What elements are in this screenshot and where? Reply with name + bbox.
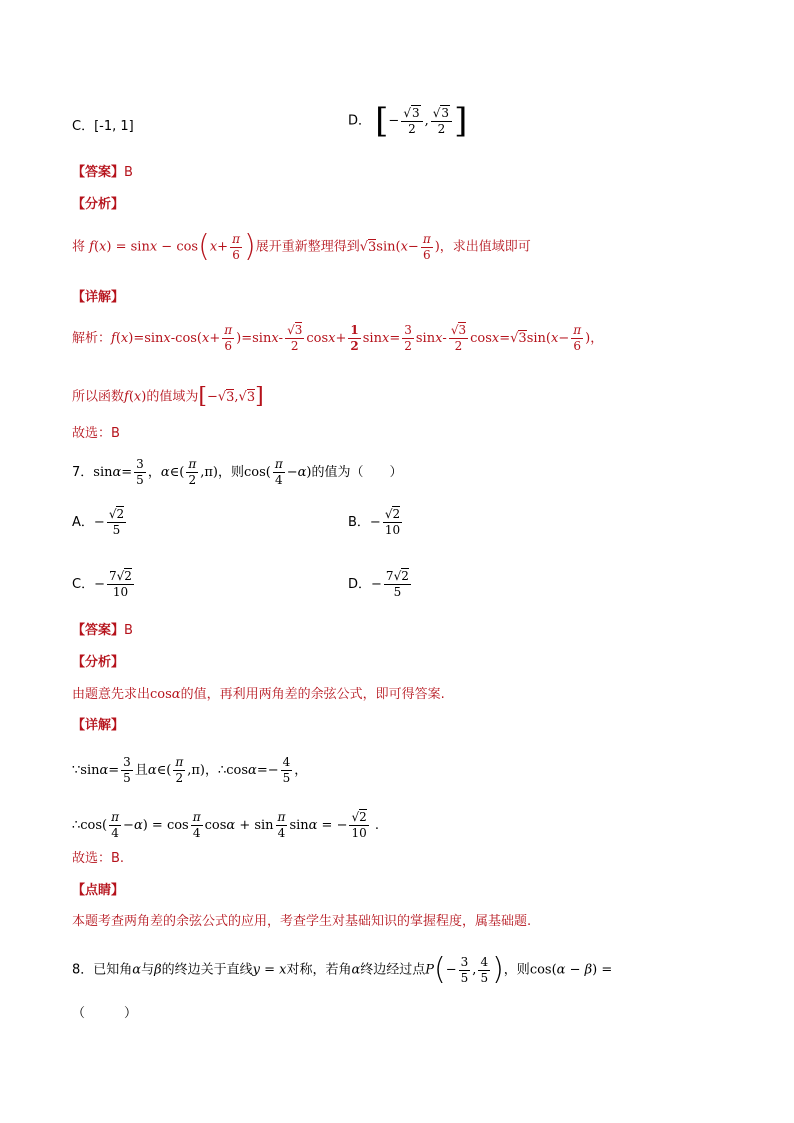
q7-detail-tag: 【详解】 (72, 718, 125, 733)
q8-stem-a: 已知角 (93, 962, 133, 978)
q6-range-pre: 所以函数 (72, 389, 125, 405)
q7-sin-num: 3 (136, 457, 144, 471)
q6-range-post: 的值域为 (146, 389, 199, 405)
q6-d-sqrt: 3 (411, 105, 420, 120)
q7-option-d-coef: 7 (385, 569, 394, 583)
q7-option-c-den: 10 (112, 585, 129, 599)
q7-option-a-den: 5 (112, 523, 121, 537)
q6-analysis-post: ，求出值域即可 (439, 239, 531, 255)
q7-choice: 故选：B. (72, 851, 125, 866)
q6-answer-tag: 【答案】 (72, 165, 125, 180)
q6-analysis-tag: 【分析】 (72, 197, 125, 212)
q8-stem-e: 终边经过点 (360, 962, 426, 978)
q7-option-c: C．− $\frac{7√2}{10}$ (72, 569, 132, 599)
q7-therefore2: ∴ (72, 818, 81, 833)
q8-px-num: 3 (460, 954, 469, 969)
q7-option-b: B．− $\frac{√2}{10}$ (348, 507, 401, 537)
q6-range-text: 所以函数f(x)的值域为[−√3,√3] (72, 384, 264, 409)
q7-option-b-label: B． (348, 515, 370, 530)
q6-option-c-value: [-1, 1] (94, 119, 134, 134)
q7-option-c-coef: 7 (108, 569, 117, 583)
q7-d-sin-den: 5 (123, 771, 131, 785)
q8-stem-d: 对称，若角 (286, 962, 352, 978)
q8-stem-c: 的终边关于直线 (161, 962, 253, 978)
q7-comment-tag: 【点睛】 (72, 883, 125, 898)
q7-option-b-den: 10 (384, 523, 401, 537)
q6-answer-value: B (124, 165, 133, 180)
q7-stem-end: 的值为（ ） (311, 465, 403, 480)
q6-analysis-pre: 将 (72, 239, 86, 255)
q7-answer-value: B (124, 623, 133, 638)
q7-number: 7． (72, 465, 94, 480)
q8-py-num: 4 (480, 954, 489, 969)
q8-stem-b: 与 (141, 962, 155, 978)
q6-option-d: D． [− $\frac{√3}{2}$ , $\frac{√3}{2}$ ] (348, 101, 468, 141)
q6-answer (72, 164, 133, 182)
q7-stem-mid: ，则 (217, 465, 244, 480)
q7-option-a: A．− $\frac{√2}{5}$ (72, 507, 125, 537)
q6-d-sqrt2: 3 (441, 105, 450, 120)
q6-d-den2: 2 (437, 121, 446, 136)
q7-detail-line1: ∵sinα= $\frac{3}{5}$ 且α∈( $\frac{\pi}{2}$ ,π)，∴cosα=− $\frac{4}{5}$ ， (72, 755, 308, 785)
q7-analysis-text: 由题意先求出cosα的值，再利用两角差的余弦公式，即可得答案. (72, 687, 445, 702)
q7-cos-den: 5 (282, 771, 291, 785)
q7-therefore: ∴ (217, 763, 227, 778)
q8-px-den: 5 (460, 970, 469, 985)
q7-option-c-label: C． (72, 577, 95, 592)
q8-stem-f: ，则 (503, 962, 530, 978)
q7-answer (72, 622, 133, 640)
q7-answer-tag: 【答案】 (72, 623, 125, 638)
q7-and: 且 (134, 763, 148, 778)
q6-option-c-label: C． (72, 119, 95, 134)
q6-d-den: 2 (408, 121, 416, 136)
q7-because: ∵ (72, 763, 81, 778)
q7-stem: 7．sinα= $\frac{3}{5}$ ，α∈( $\frac{\pi}{2}$ ,π)，则cos( $\frac{\pi}{4}$ −α)的值为（ ） (72, 457, 403, 487)
q7-option-d: D．− $\frac{7√2}{5}$ (348, 569, 409, 599)
q6-analysis-text: 将 f(x) = sinx − cos(x+ $\frac{\pi}{6}$ )展开重新整理得到√3sin(x− $\frac{\pi}{6}$ )，求出值域即可 (72, 229, 531, 264)
q7-option-d-label: D． (348, 577, 372, 592)
q7-detail-line2: ∴cos( $\frac{\pi}{4}$ −α) = cos $\frac{\pi}{4}$ cosα + sin $\frac{\pi}{4}$ sinα = − $\frac{√2}{10}$ . (72, 810, 380, 840)
q8-stem: 8．已知角α与β的终边关于直线y = x对称，若角α终边经过点P(− $\frac{3}{5}$ , $\frac{4}{5}$ )，则cos(α − β) = (72, 952, 613, 987)
q7-analysis-pre: 由题意先求出 (72, 687, 151, 702)
q7-sin-den: 5 (136, 473, 144, 487)
q6-detail-text: 解析：f(x)=sinx-cos(x+ $\frac{\pi}{6}$ )=sinx- $\frac{√3}{2}$ cosx+ $\frac{1}{2}$ sinx= $\frac{3}{2}$ sinx- $\frac{√3}{2}$ cosx=√3sin(x− $\frac{\pi}{6}$ )， (72, 323, 604, 353)
q7-analysis-post: 的值，再利用两角差的余弦公式，即可得答案. (180, 687, 445, 702)
q7-option-a-label: A． (72, 515, 94, 530)
q7-d-sin-num: 3 (123, 755, 131, 769)
q8-blank: （ ） (72, 1006, 138, 1021)
q6-detail-prefix: 解析： (72, 331, 112, 346)
q6-option-d-label: D． (348, 113, 372, 129)
q8-py-den: 5 (480, 970, 489, 985)
q7-analysis-tag: 【分析】 (72, 655, 125, 670)
q7-result-den: 10 (351, 826, 367, 840)
q8-number: 8． (72, 962, 94, 978)
q7-comment-text: 本题考查两角差的余弦公式的应用，考查学生对基础知识的掌握程度，属基础题. (72, 914, 532, 929)
q7-option-d-den: 5 (393, 585, 402, 599)
q6-analysis-mid: 展开重新整理得到 (255, 239, 360, 255)
q6-choice: 故选：B (72, 426, 120, 441)
q6-detail-tag: 【详解】 (72, 290, 125, 305)
q7-cos-num: 4 (282, 755, 291, 769)
q6-option-c (72, 118, 134, 136)
